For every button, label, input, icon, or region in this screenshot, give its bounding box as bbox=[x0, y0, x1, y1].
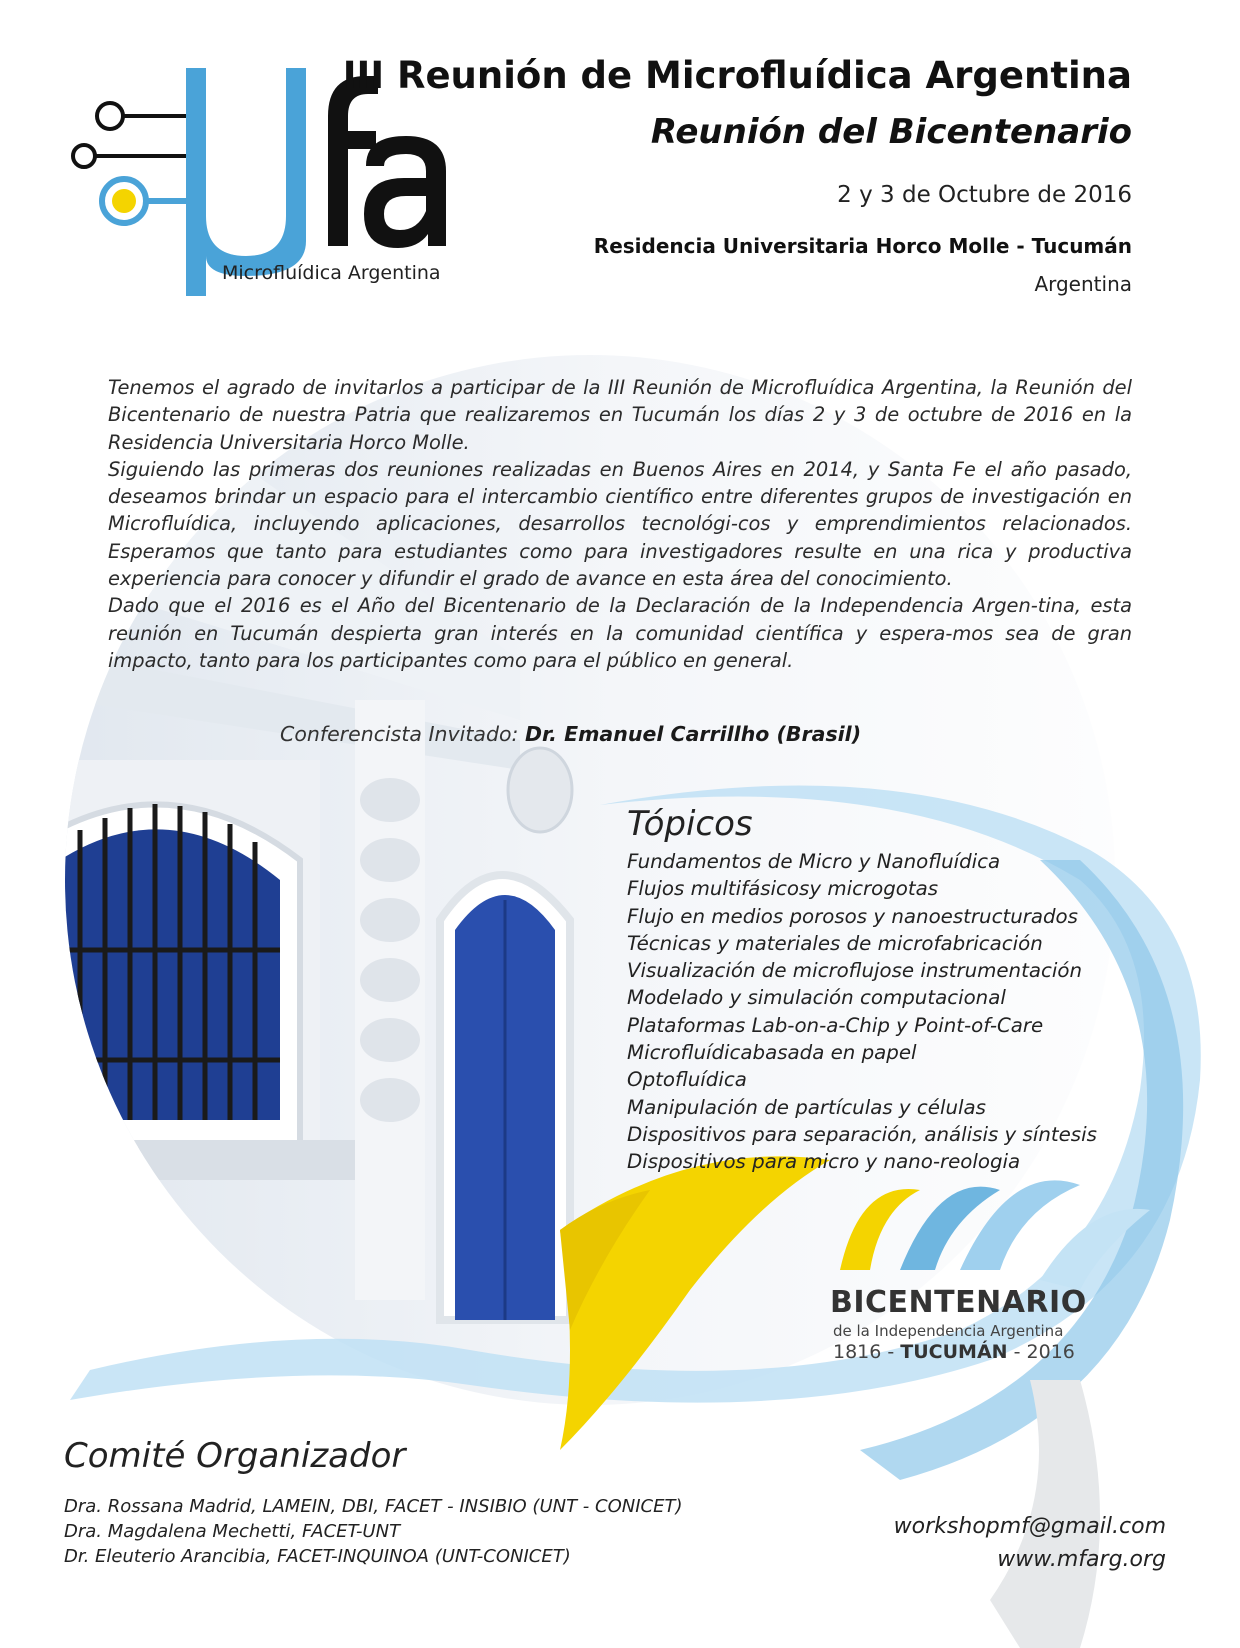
list-item: Dispositivos para micro y nano-reologia bbox=[627, 1150, 1021, 1174]
intro-paragraph: Dado que el 2016 es el Año del Bicentenario de la Declaración de la Independencia Argen-tina, esta reunión en Tucumán despierta gran interés en la comunidad científica y espera-mos sea de gran impacto, tanto para los participantes como para el público en general. bbox=[108, 594, 1132, 672]
logo-yellow-dot-icon bbox=[112, 189, 136, 213]
bicentenario-word: BICENTENARIO bbox=[830, 1285, 1087, 1320]
list-item: Manipulación de partículas y células bbox=[627, 1095, 986, 1119]
bicentenario-subtitle: de la Independencia Argentina bbox=[833, 1322, 1064, 1340]
event-dates: 2 y 3 de Octubre de 2016 bbox=[837, 182, 1132, 208]
intro-paragraph: Siguiendo las primeras dos reuniones realizadas en Buenos Aires en 2014, y Santa Fe el año pasado, deseamos brindar un espacio para el intercambio científico entre diferentes grupos de investigación en Microfluídica, incluyendo aplicaciones, desarrollos tecnológi-cos y emprendimientos relacionados. Esperamos que tanto para estudiantes como para investigadores resulte en una rica y productiva experiencia para conocer y difundir el grado de avance en esta área del conocimiento. bbox=[108, 457, 1132, 591]
speaker-name: Dr. Emanuel Carrillho (Brasil) bbox=[524, 722, 862, 746]
event-subtitle: Reunión del Bicentenario bbox=[650, 112, 1132, 152]
fa-letters bbox=[328, 76, 446, 248]
list-item: Flujo en medios porosos y nanoestructurados bbox=[627, 904, 1078, 928]
committee-list bbox=[64, 1494, 683, 1569]
list-item: Visualización de microflujose instrumentación bbox=[627, 959, 1082, 983]
invited-speaker bbox=[280, 722, 861, 746]
contact-website[interactable]: www.mfarg.org bbox=[997, 1547, 1166, 1572]
list-item: Dispositivos para separación, análisis y síntesis bbox=[627, 1122, 1097, 1146]
bicentenario-city: TUCUMÁN bbox=[900, 1341, 1008, 1363]
intro-paragraph: Tenemos el agrado de invitarlos a participar de la III Reunión de Microfluídica Argentina, la Reunión del Bicentenario de nuestra Patria que realizaremos en Tucumán los días 2 y 3 de octubre de 2016 en la Residencia Universitaria Horco Molle. bbox=[108, 376, 1132, 454]
event-country: Argentina bbox=[1034, 272, 1132, 296]
bicentenario-year-start: 1816 - bbox=[833, 1341, 895, 1363]
committee-title: Comité Organizador bbox=[64, 1436, 406, 1476]
list-item: Técnicas y materiales de microfabricación bbox=[627, 931, 1043, 955]
list-item: Modelado y simulación computacional bbox=[627, 986, 1006, 1010]
list-item: Plataformas Lab-on-a-Chip y Point-of-Care bbox=[627, 1013, 1044, 1037]
contact-email[interactable]: workshopmf@gmail.com bbox=[893, 1514, 1166, 1539]
list-item: Flujos multifásicosy microgotas bbox=[627, 877, 939, 901]
list-item: Optofluídica bbox=[627, 1068, 747, 1092]
event-venue: Residencia Universitaria Horco Molle - Tucumán bbox=[593, 234, 1132, 258]
list-item: Fundamentos de Micro y Nanofluídica bbox=[627, 850, 1001, 873]
list-item: Microfluídicabasada en papel bbox=[627, 1041, 917, 1065]
event-title: III Reunión de Microfluídica Argentina bbox=[342, 54, 1132, 97]
topics-title: Tópicos bbox=[627, 804, 753, 844]
topics-list bbox=[627, 848, 1097, 1176]
list-item: Dr. Eleuterio Arancibia, FACET-INQUINOA (UNT-CONICET) bbox=[64, 1546, 571, 1567]
list-item: Dra. Rossana Madrid, LAMEIN, DBI, FACET - INSIBIO (UNT - CONICET) bbox=[64, 1496, 683, 1517]
speaker-label: Conferencista Invitado: bbox=[280, 722, 519, 746]
circuit-lines-icon bbox=[73, 103, 186, 167]
bicentenario-year-end: - 2016 bbox=[1013, 1341, 1075, 1363]
list-item: Dra. Magdalena Mechetti, FACET-UNT bbox=[64, 1521, 401, 1542]
intro-text bbox=[108, 374, 1132, 674]
logo-caption: Microfluídica Argentina bbox=[222, 262, 441, 284]
bicentenario-years bbox=[833, 1341, 1075, 1363]
